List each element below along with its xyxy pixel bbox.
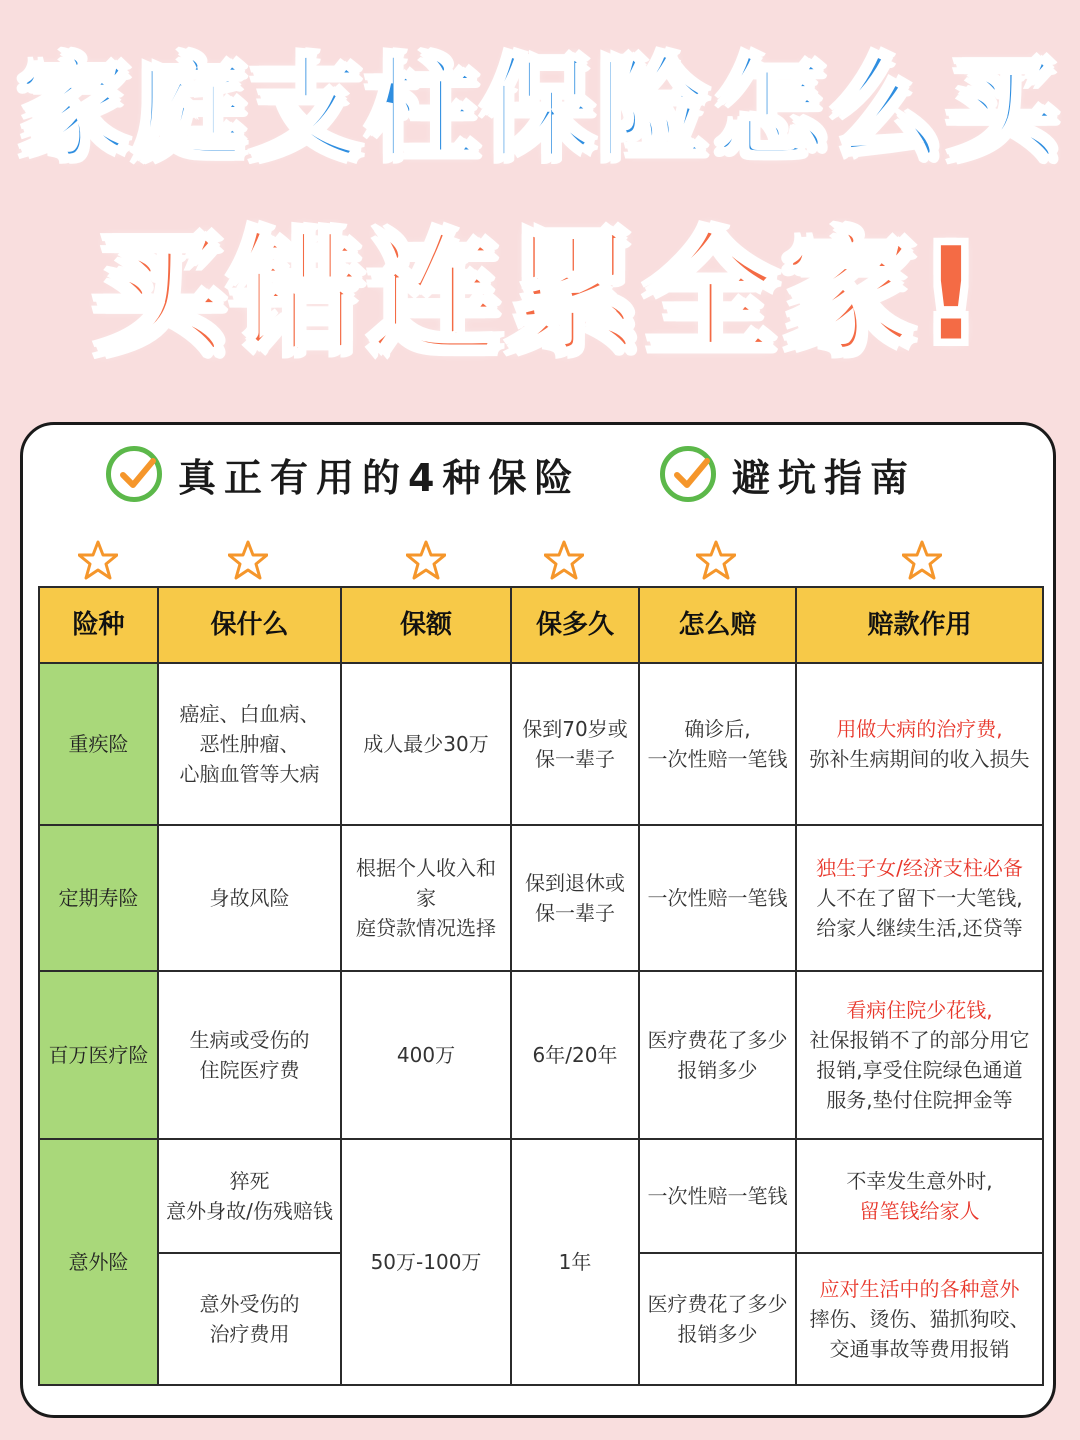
term-cell: 1年 (511, 1139, 639, 1385)
highlight-text: 应对生活中的各种意外 (819, 1277, 1020, 1301)
cell-line: 心脑血管等大病 (179, 762, 320, 786)
cell-line: 恶性肿瘤、 (199, 732, 300, 756)
cell-line: 保一辈子 (535, 747, 615, 771)
term-cell (511, 825, 639, 971)
table-header-row (39, 587, 1043, 663)
cell-line: 医疗费花了多少 (647, 1292, 788, 1316)
payout-cell (639, 971, 796, 1139)
coverage-cell (158, 971, 341, 1139)
subheading-right-text: 避坑指南 (732, 455, 917, 500)
cell-line: 交通事故等费用报销 (829, 1337, 1010, 1361)
column-header: 险种 (39, 587, 158, 663)
amount-cell: 400万 (341, 971, 511, 1139)
cell-line: 治疗费用 (209, 1322, 290, 1346)
column-header: 赔款作用 (796, 587, 1043, 663)
star-icon (902, 540, 942, 580)
payout-cell (639, 663, 796, 825)
star-row (0, 540, 1080, 584)
page-title: 家庭支柱保险怎么买 (18, 45, 1062, 175)
subheading-right (660, 446, 916, 502)
purpose-cell (796, 825, 1043, 971)
column-header: 怎么赔 (639, 587, 796, 663)
cell-line: 确诊后, (684, 717, 751, 741)
page-subtitle: 买错连累全家! (92, 218, 988, 372)
column-header: 保额 (341, 587, 511, 663)
cell-line: 医疗费花了多少 (647, 1028, 788, 1052)
coverage-cell (158, 1139, 341, 1253)
cell-line: 报销多少 (677, 1322, 758, 1346)
cell-line: 人不在了留下一大笔钱, (816, 886, 1023, 910)
star-icon (78, 540, 118, 580)
cell-line: 生病或受伤的 (189, 1028, 310, 1052)
star-icon (544, 540, 584, 580)
insurance-type-cell: 意外险 (39, 1139, 158, 1385)
purpose-cell (796, 1253, 1043, 1385)
cell-line: 保一辈子 (535, 901, 615, 925)
subheading-row (0, 446, 1080, 516)
payout-cell (639, 1253, 796, 1385)
cell-line: 保到退休或 (525, 871, 625, 895)
payout-cell: 一次性赔一笔钱 (639, 825, 796, 971)
amount-cell: 成人最少30万 (341, 663, 511, 825)
payout-cell: 一次性赔一笔钱 (639, 1139, 796, 1253)
cell-line: 社保报销不了的部分用它 (809, 1028, 1030, 1052)
highlight-text: 独生子女/经济支柱必备 (816, 856, 1023, 880)
cell-line: 弥补生病期间的收入损失 (809, 747, 1030, 771)
cell-line: 意外身故/伤残赔钱 (166, 1199, 333, 1223)
cell-line: 猝死 (229, 1169, 270, 1193)
cell-line: 服务,垫付住院押金等 (826, 1088, 1013, 1112)
star-icon (406, 540, 446, 580)
insurance-type-cell: 百万医疗险 (39, 971, 158, 1139)
insurance-table (38, 586, 1044, 1386)
cell-line: 根据个人收入和家 (356, 856, 496, 910)
subheading-left-text: 真正有用的4种保险 (178, 455, 581, 500)
column-header: 保多久 (511, 587, 639, 663)
subheading-left (106, 446, 580, 502)
purpose-cell (796, 663, 1043, 825)
purpose-cell (796, 1139, 1043, 1253)
term-cell (511, 663, 639, 825)
coverage-cell (158, 1253, 341, 1385)
cell-line: 癌症、白血病、 (179, 702, 320, 726)
cell-line: 报销多少 (677, 1058, 758, 1082)
insurance-type-cell: 定期寿险 (39, 825, 158, 971)
cell-line: 保到70岁或 (522, 717, 628, 741)
table-row (39, 971, 1043, 1139)
cell-line: 给家人继续生活,还贷等 (816, 916, 1023, 940)
cell-line: 意外受伤的 (199, 1292, 300, 1316)
highlight-text: 用做大病的治疗费, (836, 717, 1003, 741)
purpose-cell (796, 971, 1043, 1139)
table-row (39, 825, 1043, 971)
column-header: 保什么 (158, 587, 341, 663)
coverage-cell (158, 663, 341, 825)
term-cell: 6年/20年 (511, 971, 639, 1139)
cell-line: 摔伤、烫伤、猫抓狗咬、 (809, 1307, 1030, 1331)
table-row (39, 663, 1043, 825)
cell-line: 不幸发生意外时, (846, 1169, 993, 1193)
coverage-cell: 身故风险 (158, 825, 341, 971)
cell-line: 一次性赔一笔钱 (647, 747, 788, 771)
cell-line: 报销,享受住院绿色通道 (816, 1058, 1023, 1082)
check-icon (106, 446, 162, 502)
check-icon (660, 446, 716, 502)
cell-line: 住院医疗费 (199, 1058, 300, 1082)
insurance-type-cell: 重疾险 (39, 663, 158, 825)
amount-cell: 50万-100万 (341, 1139, 511, 1385)
star-icon (228, 540, 268, 580)
cell-line: 庭贷款情况选择 (356, 916, 496, 940)
highlight-text: 留笔钱给家人 (859, 1199, 980, 1223)
star-icon (696, 540, 736, 580)
highlight-text: 看病住院少花钱, (846, 998, 993, 1022)
table-row (39, 1139, 1043, 1253)
amount-cell (341, 825, 511, 971)
